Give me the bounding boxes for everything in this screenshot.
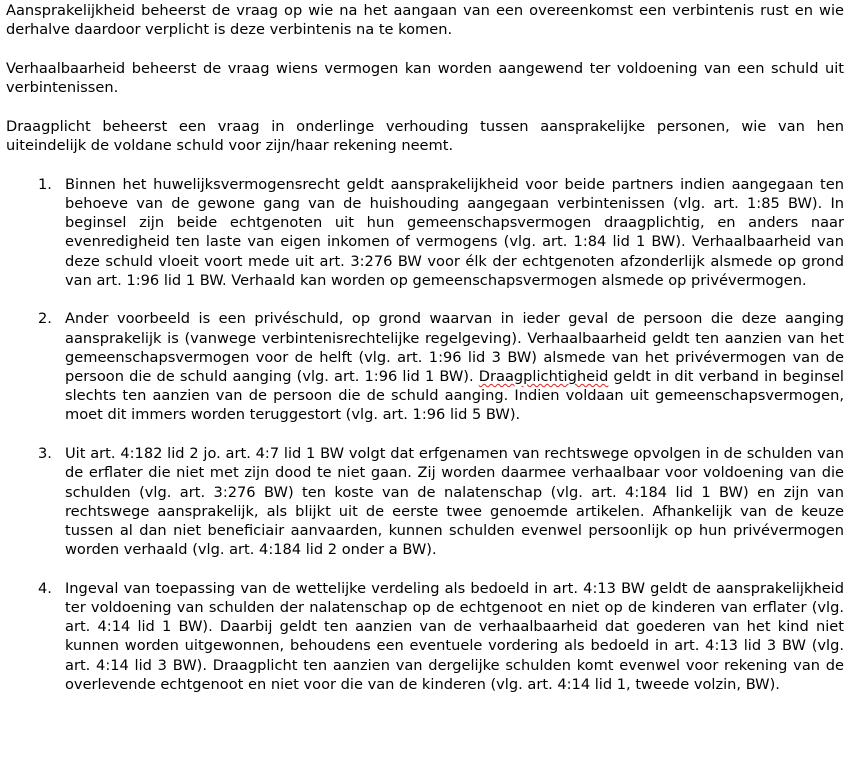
list-item-text: Binnen het huwelijksvermogensrecht geldt aansprakelijkheid voor beide partners indien aangegaan ten behoeve van de gewone gang van de huishouding aangegaan verbintenissen (vlg. art. 1:85 BW). In beginsel zijn beide echtgenoten uit hun gemeenschapsvermogen draagplichtig, en anders naar evenredigheid ten laste van eigen inkomen of vermogens (vlg. art. 1:84 lid 1 BW). Verhaalbaarheid van deze schuld vloeit voort mede uit art. 3:276 BW voor élk der echtgenoten afzonderlijk alsmede op grond van art. 1:96 lid 1 BW. Verhaald kan worden op gemeenschapsvermogen alsmede op privévermogen. <box>65 175 844 289</box>
list-item-2 <box>6 309 844 424</box>
list-item-3 <box>6 444 844 559</box>
list-item-1 <box>6 175 844 290</box>
numbered-list <box>6 175 844 694</box>
paragraph-aansprakelijkheid: Aansprakelijkheid beheerst de vraag op wie na het aangaan van een overeenkomst een verbintenis rust en wie derhalve daardoor verplicht is deze verbintenis na te komen. <box>6 2 844 39</box>
list-number: 4. <box>38 579 52 597</box>
list-item-text <box>65 310 844 423</box>
list-item-text: Uit art. 4:182 lid 2 jo. art. 4:7 lid 1 BW volgt dat erfgenamen van rechtswege opvolgen in de schulden van de erflater die niet met zijn dood te niet gaan. Zij worden daarmee verhaalbaar voor voldoening van die schulden (vlg. art. 3:276 BW) ten koste van de nalatenschap (vlg. art. 4:184 lid 1 BW) en zijn van rechtswege aansprakelijk, als blijkt uit de eerste twee genoemde artikelen. Afhankelijk van de keuze tussen al dan niet beneficiair aanvaarden, kunnen schulden evenwel persoonlijk op hun privévermogen worden verhaald (vlg. art. 4:184 lid 2 onder a BW). <box>65 445 844 559</box>
list-item-text-part: geldt in dit verband in beginsel slechts ten aanzien van de persoon die de schuld aanging. Indien voldaan uit gemeenschapsvermogen, moet dit immers worden teruggestort (vlg. art. 1:96 lid 5 BW). <box>65 368 844 424</box>
list-number: 3. <box>38 445 52 463</box>
list-item-text: Ingeval van toepassing van de wettelijke verdeling als bedoeld in art. 4:13 BW geldt de aansprakelijkheid ter voldoening van schulden der nalatenschap op de echtgenoot en niet op de kinderen van erflater (vlg. art. 4:14 lid 1 BW). Daarbij geldt ten aanzien van de verhaalbaarheid dat goederen van het kind niet kunnen worden uitgewonnen, behoudens een eventuele vordering als bedoeld in art. 4:13 lid 3 BW (vlg. art. 4:14 lid 3 BW). Draagplicht ten aanzien van dergelijke schulden komt evenwel voor rekening van de overlevende echtgenoot en niet voor die van de kinderen (vlg. art. 4:14 lid 1, tweede volzin, BW). <box>65 579 844 693</box>
list-item-text-part: Ander voorbeeld is een privéschuld, op grond waarvan in ieder geval de persoon die deze aanging aansprakelijk is (vanwege verbintenisrechtelijke regelgeving). Verhaalbaarheid geldt ten aanzien van het gemeenschapsvermogen voor de helft (vlg. art. 1:96 lid 3 BW) alsmede van het privévermogen van de persoon die de schuld aanging (vlg. art. 1:96 lid 1 BW). <box>65 310 844 386</box>
paragraph-draagplicht: Draagplicht beheerst een vraag in onderlinge verhouding tussen aansprakelijke personen, wie van hen uiteindelijk de voldane schuld voor zijn/haar rekening neemt. <box>6 117 844 155</box>
list-item-4 <box>6 579 844 694</box>
document-body <box>6 1 844 714</box>
list-number: 2. <box>38 310 52 328</box>
paragraph-verhaalbaarheid: Verhaalbaarheid beheerst de vraag wiens vermogen kan worden aangewend ter voldoening van een schuld uit verbintenissen. <box>6 59 844 97</box>
spellcheck-marked-word[interactable]: Draagplichtigheid <box>478 368 609 386</box>
list-number: 1. <box>38 175 52 193</box>
